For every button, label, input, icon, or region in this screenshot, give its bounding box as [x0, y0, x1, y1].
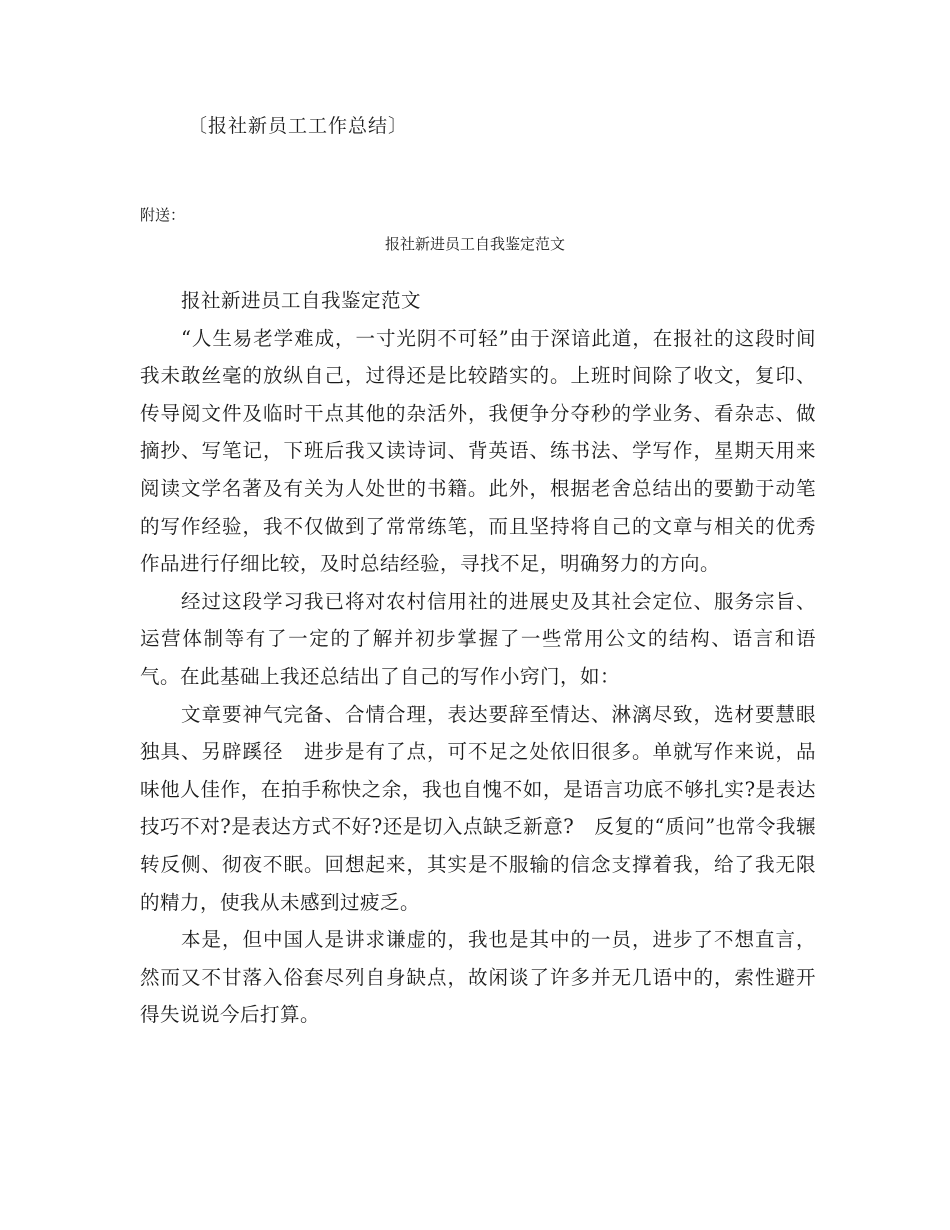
paragraph: 经过这段学习我已将对农村信用社的进展史及其社会定位、服务宗旨、运营体制等有了一定的了解并初步掌握了一些常用公文的结构、语言和语气。在此基础上我还总结出了自己的写作小窍门，如：: [140, 589, 816, 688]
document-body: [140, 282, 816, 1034]
body-heading: 报社新进员工自我鉴定范文: [180, 289, 421, 312]
attachment-label: 附送：: [140, 206, 186, 224]
paragraph: 本是，但中国人是讲求谦虚的，我也是其中的一员，进步了不想直言，然而又不甘落入俗套尽列自身缺点，故闲谈了许多并无几语中的，索性避开得失说说今后打算。: [140, 928, 816, 1027]
attachment-title: 报社新进员工自我鉴定范文: [384, 235, 565, 253]
document-title: 〔报社新员工工作总结〕: [188, 115, 409, 137]
paragraph: “人生易老学难成，一寸光阴不可轻”由于深谙此道，在报社的这段时间我未敢丝毫的放纵自己，过得还是比较踏实的。上班时间除了收文，复印、传导阅文件及临时干点其他的杂活外，我便争分夺秒的学业务、看杂志、做摘抄、写笔记，下班后我又读诗词、背英语、练书法、学写作，星期天用来阅读文学名著及有关为人处世的书籍。此外，根据老舍总结出的要勤于动笔的写作经验，我不仅做到了常常练笔，而且坚持将自己的文章与相关的优秀作品进行仔细比较，及时总结经验，寻找不足，明确努力的方向。: [140, 326, 816, 576]
paragraph: 文章要神气完备、合情合理，表达要辞至情达、淋漓尽致，选材要慧眼独具、另辟蹊径 进步是有了点，可不足之处依旧很多。单就写作来说，品味他人佳作，在拍手称快之余，我也自愧不如，是语言功底不够扎实?是表达技巧不对?是表达方式不好?还是切入点缺乏新意? 反复的“质问”也常令我辗转反侧、彻夜不眠。回想起来，其实是不服输的信念支撑着我，给了我无限的精力，使我从未感到过疲乏。: [140, 702, 816, 914]
